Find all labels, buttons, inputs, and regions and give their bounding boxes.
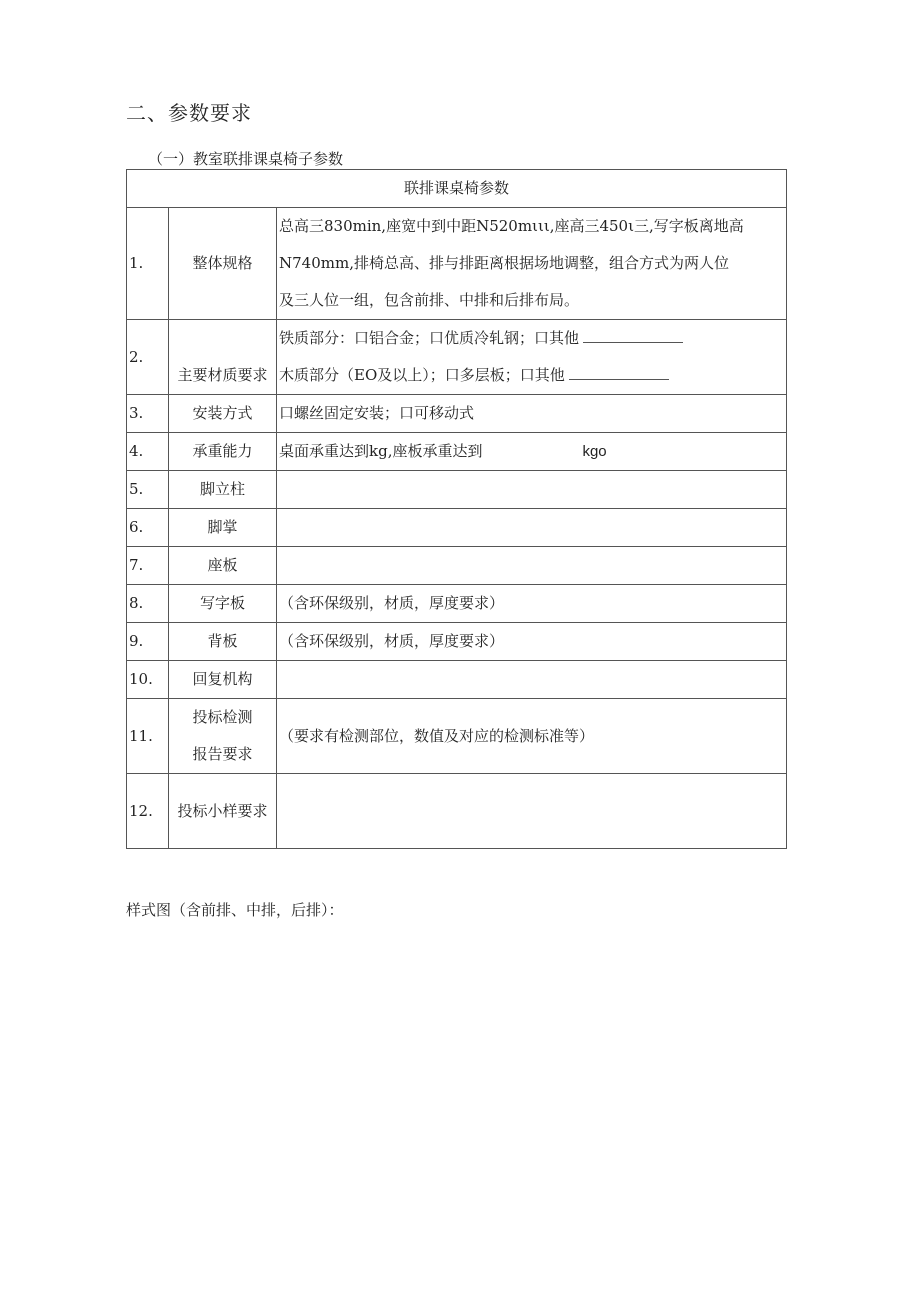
row-name: 回复机构 bbox=[169, 661, 277, 699]
row-value bbox=[277, 471, 787, 509]
row-number: 5. bbox=[127, 471, 169, 509]
table-title: 联排课桌椅参数 bbox=[127, 170, 787, 208]
row-value bbox=[277, 433, 787, 471]
value-line bbox=[279, 357, 784, 394]
value-line: 总高三830min,座宽中到中距N520mιιι,座高三450ι三,写字板离地高 bbox=[279, 217, 744, 235]
table-row bbox=[127, 509, 787, 547]
row-number: 11. bbox=[127, 699, 169, 774]
row-name: 整体规格 bbox=[169, 208, 277, 320]
row-number: 9. bbox=[127, 623, 169, 661]
row-name: 安装方式 bbox=[169, 395, 277, 433]
table-row bbox=[127, 623, 787, 661]
row-value: （含环保级别，材质，厚度要求） bbox=[277, 623, 787, 661]
fill-in-blank[interactable] bbox=[569, 365, 669, 380]
row-value bbox=[277, 661, 787, 699]
row-value bbox=[277, 320, 787, 395]
row-value: 口螺丝固定安装；口可移动式 bbox=[277, 395, 787, 433]
section-heading: 二、参数要求 bbox=[126, 101, 252, 125]
row-value: （要求有检测部位，数值及对应的检测标准等） bbox=[277, 699, 787, 774]
row-name: 主要材质要求 bbox=[169, 320, 277, 395]
value-text: 铁质部分：口铝合金；口优质冷轧钢；口其他 bbox=[279, 329, 580, 347]
value-unit: kgo bbox=[582, 443, 607, 460]
row-name: 脚立柱 bbox=[169, 471, 277, 509]
value-line: N740mm,排椅总高、排与排距离根据场地调整，组合方式为两人位 bbox=[279, 254, 729, 272]
row-name: 背板 bbox=[169, 623, 277, 661]
table-row bbox=[127, 471, 787, 509]
row-name: 写字板 bbox=[169, 585, 277, 623]
row-number: 2. bbox=[127, 320, 169, 395]
table-row bbox=[127, 547, 787, 585]
row-value bbox=[277, 208, 787, 320]
row-name: 承重能力 bbox=[169, 433, 277, 471]
row-name: 座板 bbox=[169, 547, 277, 585]
row-number: 4. bbox=[127, 433, 169, 471]
style-image-caption: 样式图（含前排、中排，后排）： bbox=[126, 901, 344, 919]
table-row bbox=[127, 585, 787, 623]
table-row bbox=[127, 208, 787, 320]
value-line: 及三人位一组，包含前排、中排和后排布局。 bbox=[279, 291, 580, 309]
value-text: 桌面承重达到kg,座板承重达到 bbox=[279, 442, 483, 460]
row-name bbox=[169, 699, 277, 774]
fill-in-blank[interactable] bbox=[583, 328, 683, 343]
row-value: （含环保级别，材质，厚度要求） bbox=[277, 585, 787, 623]
row-number: 3. bbox=[127, 395, 169, 433]
value-text: 木质部分（EO及以上）；口多层板；口其他 bbox=[279, 366, 565, 384]
row-number: 1. bbox=[127, 208, 169, 320]
row-number: 7. bbox=[127, 547, 169, 585]
table-row bbox=[127, 774, 787, 849]
row-number: 8. bbox=[127, 585, 169, 623]
row-value bbox=[277, 509, 787, 547]
table-row bbox=[127, 661, 787, 699]
row-number: 6. bbox=[127, 509, 169, 547]
value-line bbox=[279, 320, 784, 357]
table-row bbox=[127, 320, 787, 395]
parameter-table bbox=[126, 169, 787, 849]
table-row bbox=[127, 433, 787, 471]
table-row bbox=[127, 699, 787, 774]
row-number: 10. bbox=[127, 661, 169, 699]
row-name: 投标小样要求 bbox=[169, 774, 277, 849]
table-row bbox=[127, 395, 787, 433]
row-name-line: 报告要求 bbox=[192, 745, 253, 763]
row-name-line: 投标检测 bbox=[192, 708, 253, 726]
table-title-row bbox=[127, 170, 787, 208]
row-value bbox=[277, 547, 787, 585]
row-number: 12. bbox=[127, 774, 169, 849]
row-value bbox=[277, 774, 787, 849]
row-name: 脚掌 bbox=[169, 509, 277, 547]
subsection-heading: （一）教室联排课桌椅子参数 bbox=[148, 150, 344, 168]
